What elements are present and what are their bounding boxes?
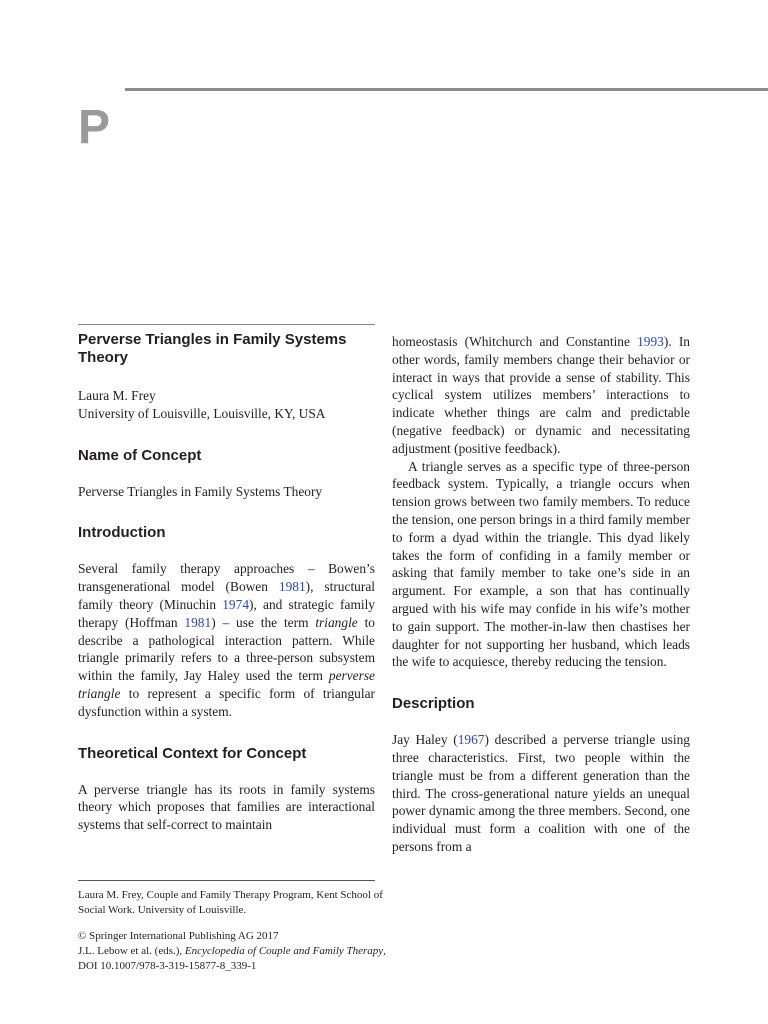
theoretical-paragraph-start: A perverse triangle has its roots in family systems theory which proposes that families are interactional systems that self-correct to maintain xyxy=(78,781,375,833)
introduction-paragraph: Several family therapy approaches – Bowen’s transgenerational model (Bowen 1981), structural family theory (Minuchin 1974), and strategic family therapy (Hoffman 1981) – use the term triangle to describe a pathological interaction pattern. While triangle primarily refers to a three-person subsystem within the family, Jay Haley used the term perverse triangle to represent a specific form of triangular dysfunction within a system. xyxy=(78,561,375,719)
citation-link[interactable]: 1974 xyxy=(222,596,250,612)
citation-link[interactable]: 1981 xyxy=(184,614,212,630)
article-title: Perverse Triangles in Family Systems Theory xyxy=(78,331,347,366)
heading-theoretical-context: Theoretical Context for Concept xyxy=(78,744,307,762)
citation-link[interactable]: 1993 xyxy=(637,334,664,349)
heading-introduction: Introduction xyxy=(78,524,166,542)
heading-description: Description xyxy=(392,695,475,713)
heading-name-of-concept: Name of Concept xyxy=(78,446,202,464)
right-column xyxy=(392,333,690,856)
title-rule xyxy=(78,324,375,325)
author-footnote: Laura M. Frey, Couple and Family Therapy Program, Kent School of Social Work. University of Louisville. xyxy=(78,889,383,916)
name-of-concept-text: Perverse Triangles in Family Systems Theory xyxy=(78,483,323,499)
citation-link[interactable]: 1967 xyxy=(457,732,485,748)
theoretical-paragraph-continued: homeostasis (Whitchurch and Constantine 1993). In other words, family members change their behavior or interact in ways that provide a sense of stability. This cyclical system utilizes members’ interactions to indicate whether things are calm and predictable (negative feedback) or dynamic and necessitating adjustment (positive feedback). xyxy=(392,334,690,456)
term-triangle: triangle xyxy=(315,614,358,630)
triangle-paragraph: A triangle serves as a specific type of three-person feedback system. Typically, a triangle occurs when tension grows between two family members. To reduce the tension, one person brings in a third family member to form a dyad within the triangle. This dyad likely takes the form of confiding in a family member or asking that family member to take one’s side in an argument. For example, a son that has continually argued with his wife may confide in his wife’s mother to gain support. The mother-in-law then chastises her daughter for not supporting her husband, which leads the wife to acquiesce, thereby reducing the tension. xyxy=(392,458,690,670)
description-paragraph: Jay Haley (1967) described a perverse triangle using three characteristics. First, two people within the triangle must be from a different generation than the third. The cross-generational nature yields an unequal power dynamic among the three members. Second, one individual must form a coalition with one of the persons from a xyxy=(392,732,690,854)
author-name: Laura M. Frey xyxy=(78,388,156,403)
section-letter: P xyxy=(78,101,111,154)
doi-line: DOI 10.1007/978-3-319-15877-8_339-1 xyxy=(78,959,257,972)
copyright-block xyxy=(78,929,478,973)
term-perverse-triangle: perverse triangle xyxy=(78,668,375,701)
citation-line: J.L. Lebow et al. (eds.), Encyclopedia of Couple and Family Therapy, xyxy=(78,944,386,957)
citation-link[interactable]: 1981 xyxy=(278,579,306,595)
footnote-rule xyxy=(78,880,375,881)
left-column xyxy=(78,331,375,834)
author-affiliation: University of Louisville, Louisville, KY, USA xyxy=(78,405,326,421)
book-title: Encyclopedia of Couple and Family Therapy xyxy=(184,944,384,957)
copyright-line: © Springer International Publishing AG 2017 xyxy=(78,930,279,942)
top-rule xyxy=(125,88,768,91)
